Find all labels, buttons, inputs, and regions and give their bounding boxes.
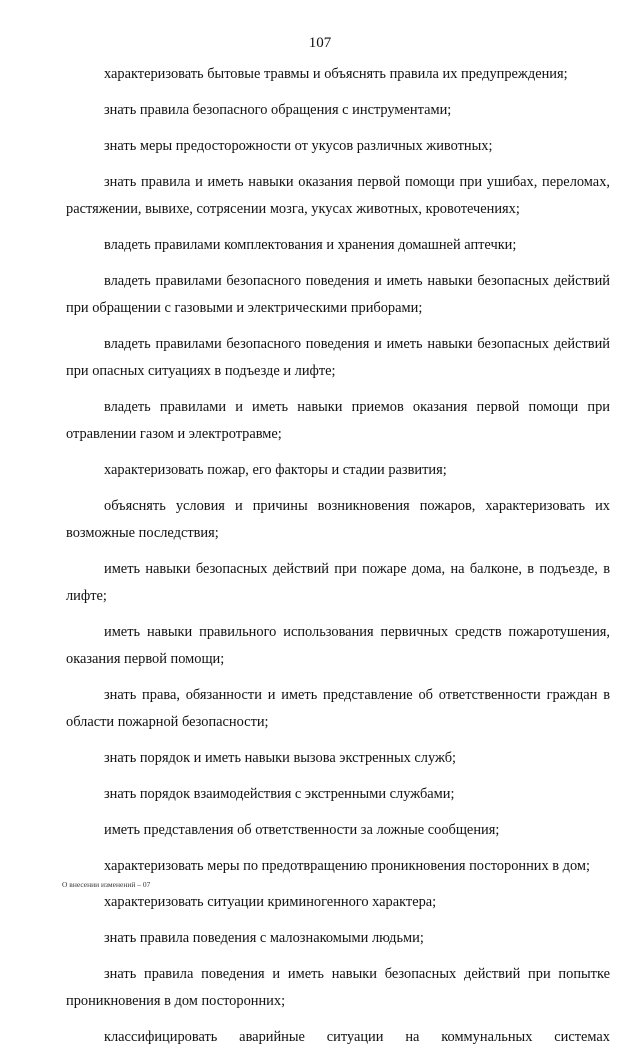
page-number: 107: [308, 35, 332, 51]
paragraph: характеризовать бытовые травмы и объяснять правила их предупреждения;: [104, 66, 568, 82]
paragraph: знать правила поведения и иметь навыки безопасных действий при попытке проникновения в дом посторонних;: [66, 966, 610, 1009]
paragraph: знать права, обязанности и иметь представление об ответственности граждан в области пожарной безопасности;: [66, 687, 610, 730]
paragraph: владеть правилами комплектования и хранения домашней аптечки;: [104, 237, 517, 253]
paragraph: объяснять условия и причины возникновения пожаров, характеризовать их возможные последствия;: [66, 498, 610, 541]
paragraph: характеризовать ситуации криминогенного характера;: [104, 894, 437, 910]
body-text: [66, 61, 610, 1060]
paragraph: знать меры предосторожности от укусов различных животных;: [104, 138, 493, 154]
paragraph: иметь навыки правильного использования первичных средств пожаротушения, оказания первой помощи;: [66, 624, 610, 667]
paragraph: знать порядок взаимодействия с экстренными службами;: [104, 786, 455, 802]
paragraph: иметь представления об ответственности за ложные сообщения;: [104, 822, 500, 838]
paragraph: иметь навыки безопасных действий при пожаре дома, на балконе, в подъезде, в лифте;: [66, 561, 610, 604]
paragraph: характеризовать пожар, его факторы и стадии развития;: [104, 462, 447, 478]
paragraph: владеть правилами и иметь навыки приемов оказания первой помощи при отравлении газом и электротравме;: [66, 399, 610, 442]
paragraph: знать правила поведения с малознакомыми людьми;: [104, 930, 424, 946]
paragraph: характеризовать меры по предотвращению проникновения посторонних в дом;: [104, 858, 591, 874]
paragraph: владеть правилами безопасного поведения и иметь навыки безопасных действий при обращении с газовыми и электрическими приборами;: [66, 273, 610, 316]
paragraph: классифицировать аварийные ситуации на коммунальных системах: [104, 1029, 610, 1045]
paragraph: владеть правилами безопасного поведения и иметь навыки безопасных действий при опасных ситуациях в подъезде и лифте;: [66, 336, 610, 379]
footer-note: О внесении изменений – 07: [62, 880, 151, 889]
paragraph: знать правила и иметь навыки оказания первой помощи при ушибах, переломах, растяжении, вывихе, сотрясении мозга, укусах животных, кровотечениях;: [66, 174, 610, 217]
paragraph: знать правила безопасного обращения с инструментами;: [104, 102, 452, 118]
paragraph: знать порядок и иметь навыки вызова экстренных служб;: [104, 750, 457, 766]
